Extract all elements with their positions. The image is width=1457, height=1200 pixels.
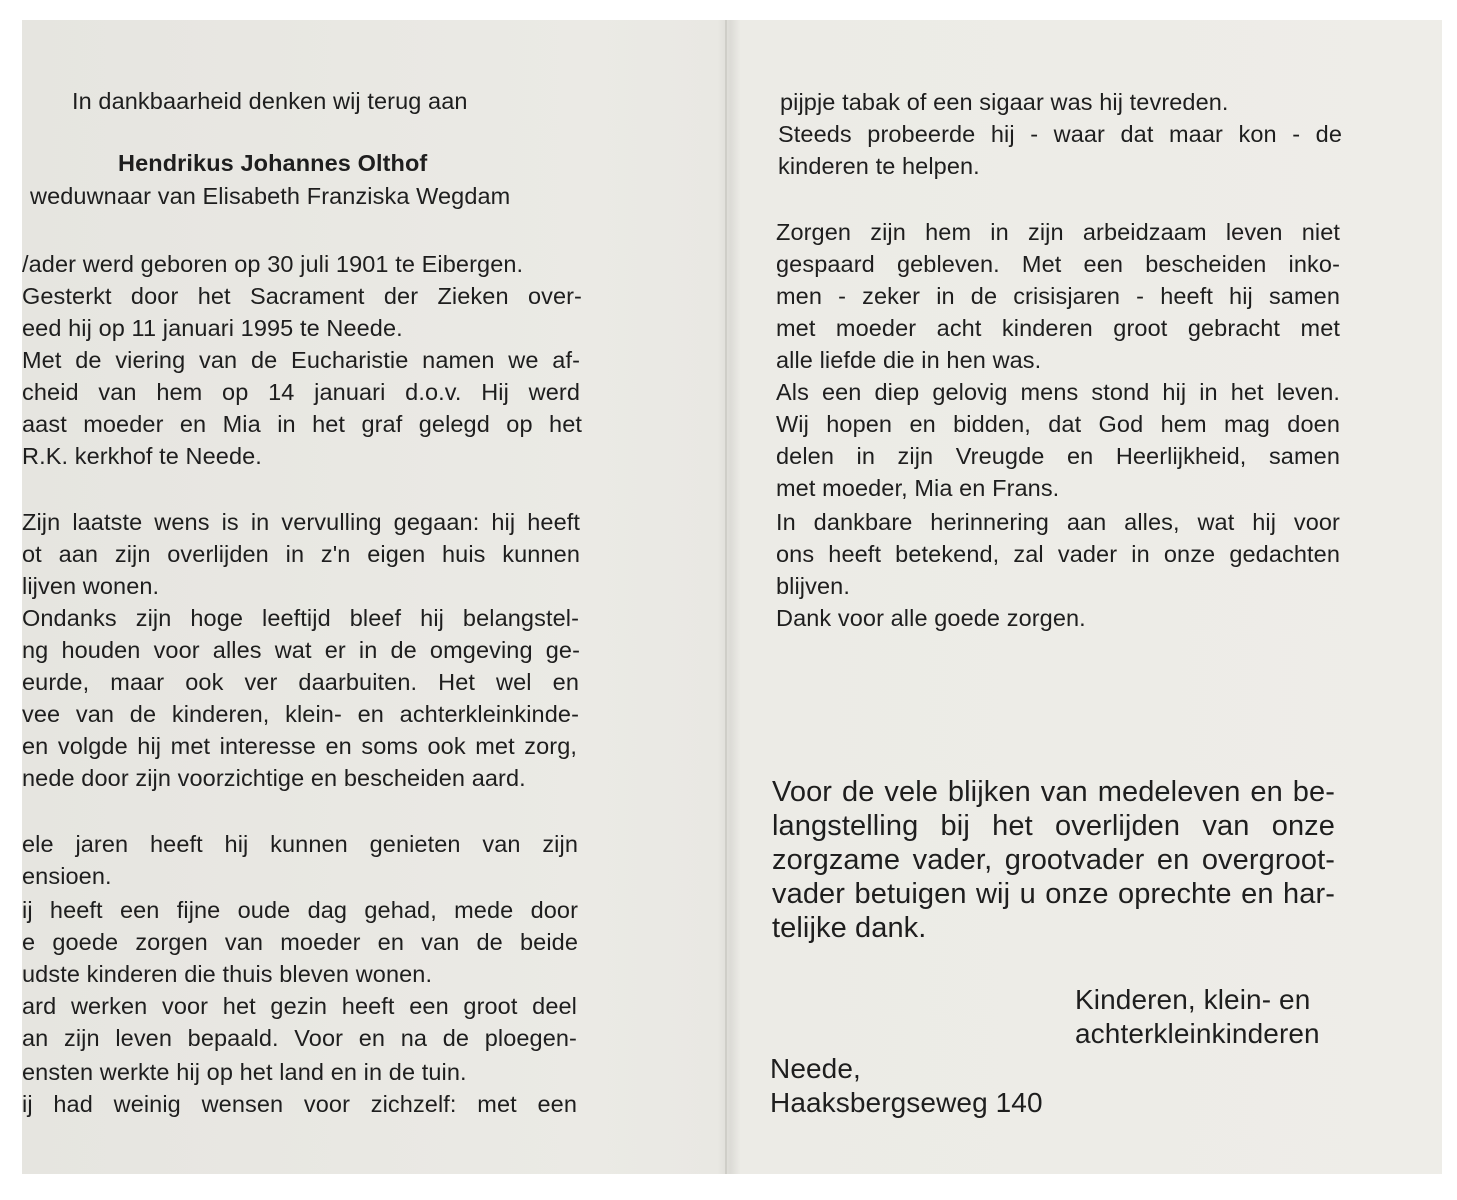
text-line: aast moeder en Mia in het graf gelegd op het <box>22 411 582 437</box>
text-line: delen in zijn Vreugde en Heerlijkheid, samen <box>776 443 1340 469</box>
text-line: blijven. <box>776 573 850 599</box>
text-line: Met de viering van de Eucharistie namen we af- <box>22 347 580 373</box>
text-line: udste kinderen die thuis bleven wonen. <box>22 961 433 987</box>
text-line: lijven wonen. <box>22 573 160 599</box>
memorial-card <box>22 20 1442 1174</box>
text-line: ot aan zijn overlijden in z'n eigen huis kunnen <box>22 541 580 567</box>
text-line: met moeder acht kinderen groot gebracht met <box>776 315 1340 341</box>
text-line: met moeder, Mia en Frans. <box>776 475 1060 501</box>
card-fold <box>725 20 727 1174</box>
text-line: In dankbare herinnering aan alles, wat hij voor <box>776 509 1340 535</box>
text-line: Steeds probeerde hij - waar dat maar kon - de <box>778 121 1342 147</box>
text-line: pijpje tabak of een sigaar was hij tevreden. <box>780 89 1229 115</box>
text-line: kinderen te helpen. <box>778 153 980 179</box>
text-line: Zorgen zijn hem in zijn arbeidzaam leven niet <box>776 219 1340 245</box>
text-line: gespaard gebleven. Met een bescheiden inko- <box>776 251 1340 277</box>
text-line: ng houden voor alles wat er in de omgeving ge- <box>22 637 580 663</box>
text-line: Als een diep gelovig mens stond hij in het leven. <box>776 379 1340 405</box>
thanks-line: langstelling bij het overlijden van onze <box>772 810 1335 842</box>
spouse-line: weduwnaar van Elisabeth Franziska Wegdam <box>30 183 511 209</box>
signature-line: Kinderen, klein- en <box>1075 984 1311 1015</box>
deceased-name: Hendrikus Johannes Olthof <box>118 150 428 176</box>
text-line: Dank voor alle goede zorgen. <box>776 605 1086 631</box>
text-line: an zijn leven bepaald. Voor en na de ploegen- <box>22 1025 577 1051</box>
thanks-line: zorgzame vader, grootvader en overgroot- <box>772 844 1335 876</box>
text-line: nede door zijn voorzichtige en bescheiden aard. <box>22 765 526 791</box>
text-line: men - zeker in de crisisjaren - heeft hij samen <box>776 283 1340 309</box>
text-line: Zijn laatste wens is in vervulling gegaan: hij heeft <box>22 509 580 535</box>
text-line: /ader werd geboren op 30 juli 1901 te Eibergen. <box>22 251 524 277</box>
text-line: ij heeft een fijne oude dag gehad, mede door <box>22 897 578 923</box>
text-line: eurde, maar ook ver daarbuiten. Het wel en <box>22 669 579 695</box>
address-line: Neede, <box>770 1053 861 1084</box>
text-line: ele jaren heeft hij kunnen genieten van zijn <box>22 831 578 857</box>
thanks-line: vader betuigen wij u onze oprechte en har- <box>772 878 1335 910</box>
text-line: alle liefde die in hen was. <box>776 347 1042 373</box>
text-line: cheid van hem op 14 januari d.o.v. Hij werd <box>22 379 580 405</box>
address-line: Haaksbergseweg 140 <box>770 1087 1043 1118</box>
text-line: ons heeft betekend, zal vader in onze gedachten <box>776 541 1340 567</box>
text-line: Gesterkt door het Sacrament der Zieken over- <box>22 283 582 309</box>
text-line: ensioen. <box>22 863 112 889</box>
text-line: ensten werkte hij op het land en in de tuin. <box>22 1059 467 1085</box>
text-line: R.K. kerkhof te Neede. <box>22 443 262 469</box>
thanks-line: telijke dank. <box>772 912 927 944</box>
intro-text: In dankbaarheid denken wij terug aan <box>72 88 468 114</box>
text-line: Ondanks zijn hoge leeftijd bleef hij belangstel- <box>22 605 579 631</box>
text-line: eed hij op 11 januari 1995 te Neede. <box>22 315 403 341</box>
text-line: en volgde hij met interesse en soms ook met zorg, <box>22 733 577 759</box>
text-line: e goede zorgen van moeder en van de beide <box>22 929 578 955</box>
text-line: ard werken voor het gezin heeft een groot deel <box>22 993 577 1019</box>
text-line: Wij hopen en bidden, dat God hem mag doen <box>776 411 1340 437</box>
signature-line: achterkleinkinderen <box>1075 1018 1320 1049</box>
text-line: ij had weinig wensen voor zichzelf: met een <box>22 1091 577 1117</box>
thanks-line: Voor de vele blijken van medeleven en be- <box>772 776 1335 808</box>
text-line: vee van de kinderen, klein- en achterkleinkinde- <box>22 701 579 727</box>
